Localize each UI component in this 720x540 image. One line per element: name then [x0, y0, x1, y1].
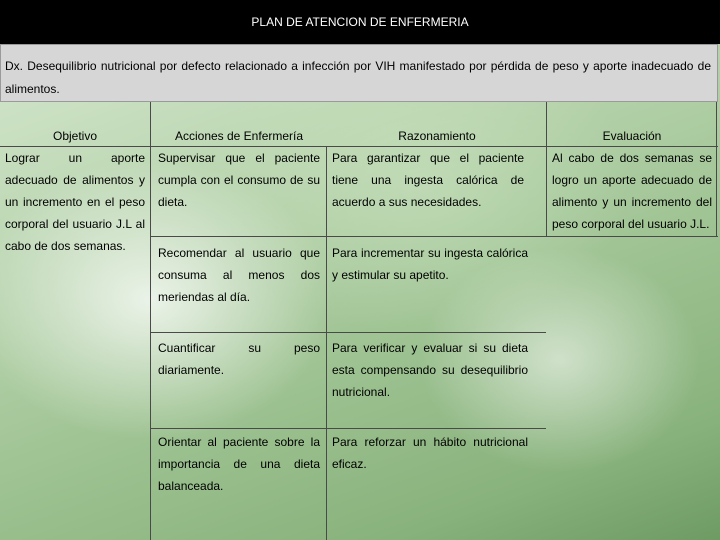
row-divider: [150, 332, 546, 333]
rationale-text: Para reforzar un hábito nutricional eficaz.: [332, 435, 528, 471]
row-divider: [150, 236, 718, 237]
objective-text: Lograr un aporte adecuado de alimentos y un incremento en el peso corporal del usuario J.L al cabo de dos semanas.: [5, 151, 145, 253]
diagnosis-text: Dx. Desequilibrio nutricional por defecto relacionado a infección por VIH manifestado por pérdida de peso y aporte inadecuado de alimentos.: [5, 59, 711, 96]
header-objetivo: Objetivo: [52, 129, 98, 143]
rationale-text: Para incrementar su ingesta calórica y estimular su apetito.: [332, 246, 528, 282]
header-evaluacion: Evaluación: [602, 129, 662, 143]
row-divider: [150, 428, 546, 429]
action-text: Cuantificar su peso diariamente.: [158, 341, 320, 377]
column-divider: [150, 102, 151, 540]
column-divider: [326, 146, 327, 540]
diagnosis-box: [0, 44, 718, 102]
page-title-text: PLAN DE ATENCION DE ENFERMERIA: [251, 15, 469, 29]
page-title: [0, 0, 720, 44]
column-divider: [716, 102, 717, 236]
action-text: Orientar al paciente sobre la importancia de una dieta balanceada.: [158, 435, 320, 493]
action-text: Supervisar que el paciente cumpla con el consumo de su dieta.: [158, 151, 320, 209]
column-divider: [546, 102, 547, 236]
rationale-text: Para garantizar que el paciente tiene una ingesta calórica de acuerdo a sus necesidades.: [332, 151, 524, 209]
rationale-text: Para verificar y evaluar si su dieta esta compensando su desequilibrio nutricional.: [332, 341, 528, 399]
header-razonamiento: Razonamiento: [398, 129, 476, 143]
action-text: Recomendar al usuario que consuma al menos dos meriendas al día.: [158, 246, 320, 304]
evaluation-text: Al cabo de dos semanas se logro un aporte adecuado de alimento y un incremento del peso corporal del usuario J.L.: [552, 151, 712, 231]
header-acciones: Acciones de Enfermería: [174, 129, 304, 143]
